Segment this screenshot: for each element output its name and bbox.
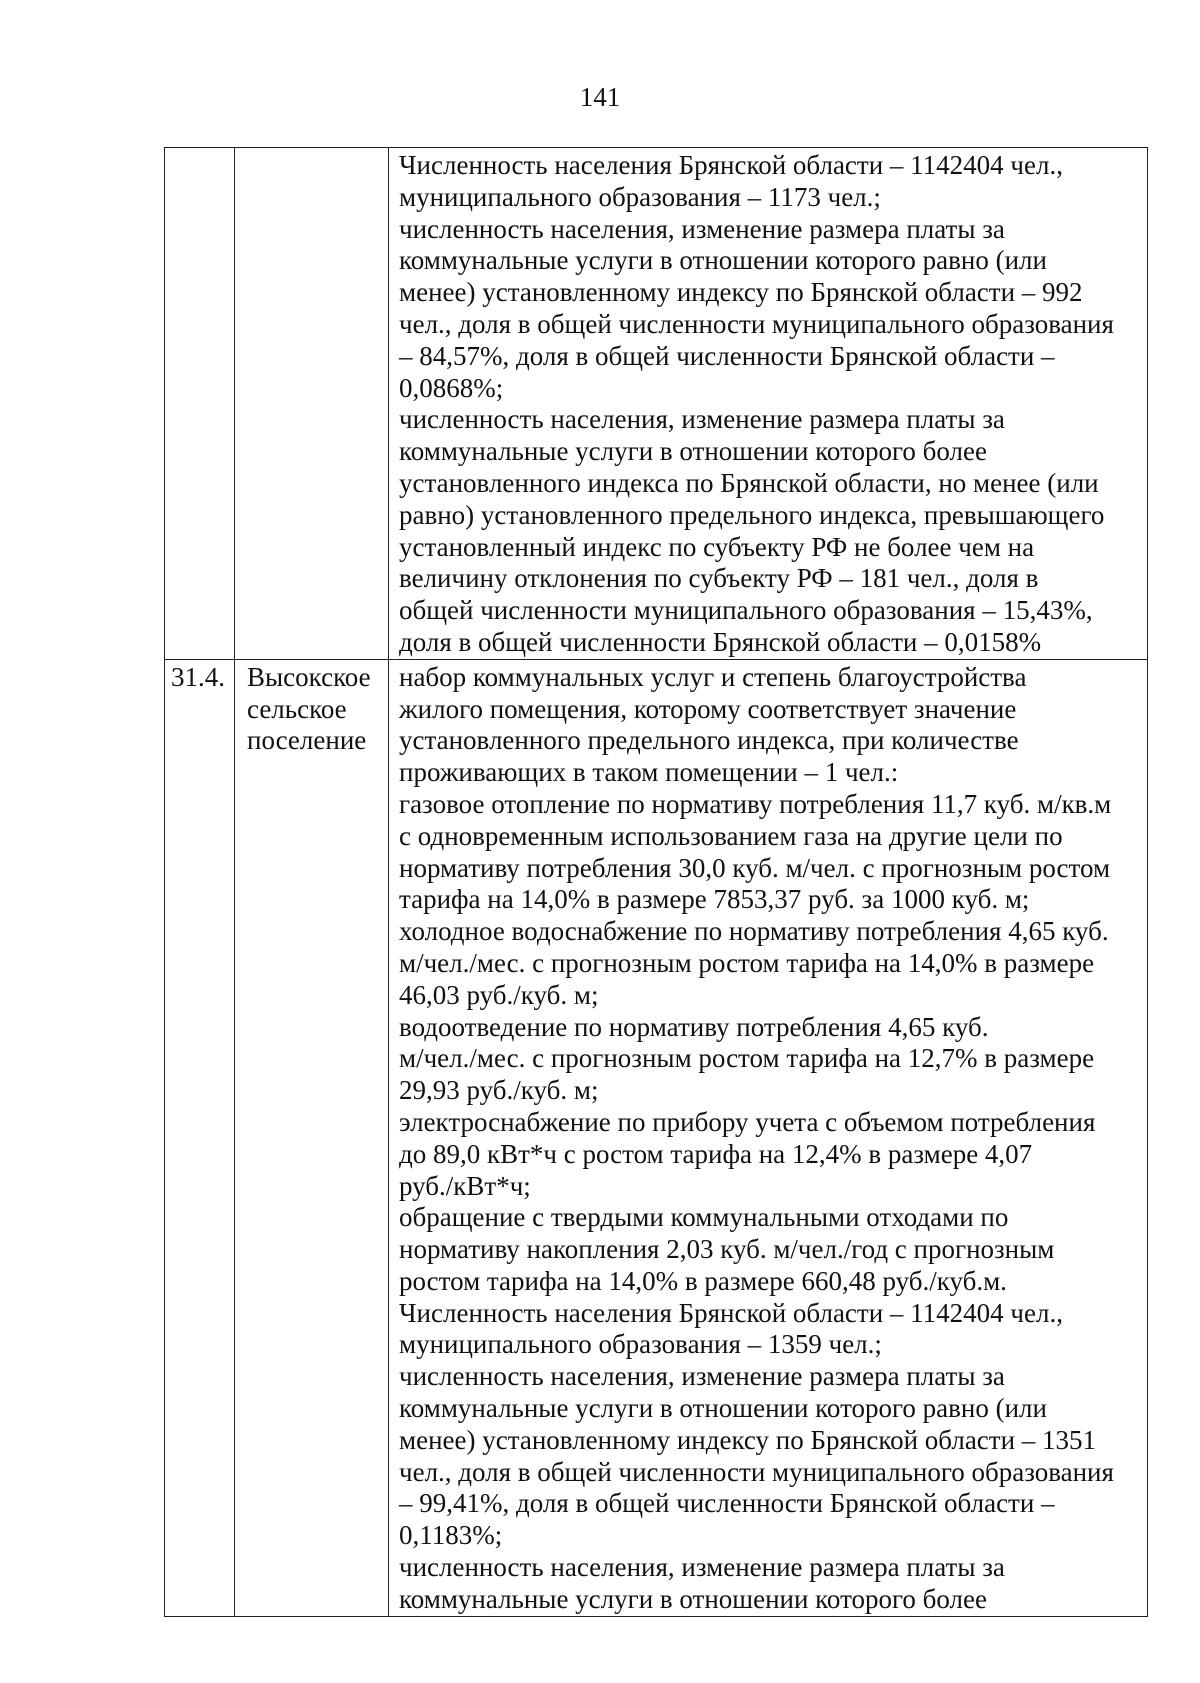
description-line: численность населения, изменение размера платы за xyxy=(399,404,1005,435)
municipality-name-line: Высокское xyxy=(247,661,371,692)
description-line: численность населения, изменение размера платы за xyxy=(399,1361,1005,1392)
description-line: жилого помещения, которому соответствует значение xyxy=(399,693,1017,724)
description-cell xyxy=(389,659,1148,1616)
description-line: коммунальные услуги в отношении которого равно (или xyxy=(399,245,1047,276)
description-line: менее) установленному индексу по Брянской области – 992 xyxy=(399,277,1083,308)
description-line: коммунальные услуги в отношении которого равно (или xyxy=(399,1393,1047,1424)
table-row xyxy=(165,148,1148,660)
description-line: обращение с твердыми коммунальными отходами по xyxy=(399,1202,1009,1233)
description-line: проживающих в таком помещении – 1 чел.: xyxy=(399,757,899,788)
description-cell xyxy=(389,148,1148,660)
description-line: 46,03 руб./куб. м; xyxy=(399,979,599,1010)
description-line: муниципального образования – 1359 чел.; xyxy=(399,1329,882,1360)
description-line: 0,1183%; xyxy=(399,1520,503,1551)
description-line: численность населения, изменение размера платы за xyxy=(399,213,1005,244)
description-line: установленного предельного индекса, при количестве xyxy=(399,725,1019,756)
table-row xyxy=(165,659,1148,1616)
description-line: набор коммунальных услуг и степень благоустройства xyxy=(399,661,1027,692)
description-line: водоотведение по нормативу потребления 4,65 куб. xyxy=(399,1011,989,1042)
description-line: величину отклонения по субъекту РФ – 181 чел., доля в xyxy=(399,563,1039,594)
data-table xyxy=(164,147,1148,1617)
row-number-cell xyxy=(165,148,235,660)
description-line: электроснабжение по прибору учета с объемом потребления xyxy=(399,1106,1096,1137)
description-line: 29,93 руб./куб. м; xyxy=(399,1075,599,1106)
description-line: чел., доля в общей численности муниципального образования xyxy=(399,308,1114,339)
description-line: установленный индекс по субъекту РФ не более чем на xyxy=(399,531,1035,562)
description-line: с одновременным использованием газа на другие цели по xyxy=(399,820,1063,851)
municipality-name-line: поселение xyxy=(247,725,367,756)
municipality-name-cell xyxy=(235,148,389,660)
description-line: установленного индекса по Брянской области, но менее (или xyxy=(399,467,1099,498)
description-line: тарифа на 14,0% в размере 7853,37 руб. за 1000 куб. м; xyxy=(399,884,1030,915)
description-line: м/чел./мес. с прогнозным ростом тарифа на 14,0% в размере xyxy=(399,947,1095,978)
description-line: муниципального образования – 1173 чел.; xyxy=(399,181,881,212)
description-line: численность населения, изменение размера платы за xyxy=(399,1552,1005,1583)
description-line: Численность населения Брянской области – 1142404 чел., xyxy=(399,1297,1063,1328)
description-line: холодное водоснабжение по нормативу потребления 4,65 куб. xyxy=(399,916,1109,947)
description-line: чел., доля в общей численности муниципального образования xyxy=(399,1456,1114,1487)
description-line: нормативу накопления 2,03 куб. м/чел./год с прогнозным xyxy=(399,1234,1055,1265)
description-line: менее) установленному индексу по Брянской области – 1351 xyxy=(399,1424,1097,1455)
description-line: 0,0868%; xyxy=(399,372,504,403)
description-line: – 84,57%, доля в общей численности Брянской области – xyxy=(399,340,1055,371)
description-line: ростом тарифа на 14,0% в размере 660,48 руб./куб.м. xyxy=(399,1265,1007,1296)
description-line: нормативу потребления 30,0 куб. м/чел. с прогнозным ростом xyxy=(399,852,1111,883)
municipality-name-line: сельское xyxy=(247,693,347,724)
description-line: – 99,41%, доля в общей численности Брянской области – xyxy=(399,1488,1055,1519)
description-line: общей численности муниципального образования – 15,43%, xyxy=(399,595,1093,626)
description-line: коммунальные услуги в отношении которого более xyxy=(399,436,987,467)
description-line: равно) установленного предельного индекса, превышающего xyxy=(399,499,1105,530)
description-line: м/чел./мес. с прогнозным ростом тарифа на 12,7% в размере xyxy=(399,1043,1095,1074)
description-line: газовое отопление по нормативу потребления 11,7 куб. м/кв.м xyxy=(399,788,1112,819)
description-line: до 89,0 кВт*ч с ростом тарифа на 12,4% в размере 4,07 xyxy=(399,1138,1033,1169)
description-line: доля в общей численности Брянской области – 0,0158% xyxy=(399,626,1042,657)
municipality-name-cell xyxy=(235,659,389,1616)
description-line: коммунальные услуги в отношении которого более xyxy=(399,1583,987,1614)
page-number: 141 xyxy=(579,82,621,112)
description-line: Численность населения Брянской области – 1142404 чел., xyxy=(399,150,1063,180)
row-number-cell: 31.4. xyxy=(165,659,235,1616)
description-line: руб./кВт*ч; xyxy=(399,1170,531,1201)
